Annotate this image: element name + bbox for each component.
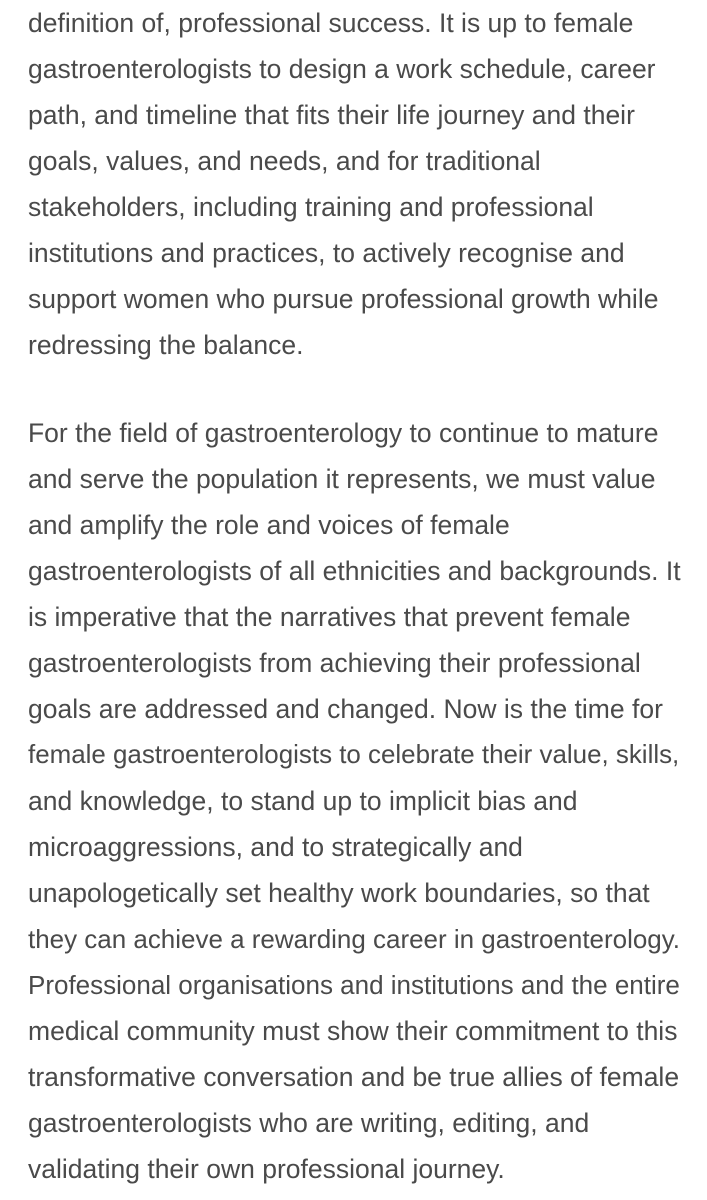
text-line: support women who pursue professional growth while bbox=[28, 284, 659, 314]
text-line: gastroenterologists who are writing, editing, and bbox=[28, 1108, 590, 1138]
text-line: is imperative that the narratives that prevent female bbox=[28, 602, 631, 632]
text-line: gastroenterologists to design a work schedule, career bbox=[28, 54, 656, 84]
paragraph-2 bbox=[28, 410, 683, 1192]
text-line: For the field of gastroenterology to continue to mature bbox=[28, 418, 659, 448]
text-line: unapologetically set healthy work boundaries, so that bbox=[28, 878, 650, 908]
text-line: institutions and practices, to actively recognise and bbox=[28, 238, 625, 268]
text-line: medical community must show their commitment to this bbox=[28, 1016, 678, 1046]
text-line: and amplify the role and voices of female bbox=[28, 510, 510, 540]
text-line: they can achieve a rewarding career in gastroenterology. bbox=[28, 924, 680, 954]
text-line: goals are addressed and changed. Now is the time for bbox=[28, 694, 663, 724]
text-line: goals, values, and needs, and for traditional bbox=[28, 146, 541, 176]
text-line: redressing the balance. bbox=[28, 330, 304, 360]
text-line: definition of, professional success. It is up to female bbox=[28, 8, 634, 38]
text-line: stakeholders, including training and professional bbox=[28, 192, 594, 222]
text-line: Professional organisations and institutions and the entire bbox=[28, 970, 680, 1000]
text-line: female gastroenterologists to celebrate their value, skills, bbox=[28, 741, 680, 769]
text-line: path, and timeline that fits their life journey and their bbox=[28, 100, 635, 130]
text-line: and serve the population it represents, we must value bbox=[28, 464, 656, 494]
text-line: gastroenterologists from achieving their professional bbox=[28, 648, 641, 678]
text-line: and knowledge, to stand up to implicit bias and bbox=[28, 786, 578, 816]
text-line: validating their own professional journey. bbox=[28, 1154, 505, 1184]
text-line: microaggressions, and to strategically and bbox=[28, 832, 523, 862]
paragraph-1 bbox=[28, 0, 683, 368]
text-line: transformative conversation and be true allies of female bbox=[28, 1062, 680, 1092]
text-line: gastroenterologists of all ethnicities and backgrounds. It bbox=[28, 556, 681, 586]
